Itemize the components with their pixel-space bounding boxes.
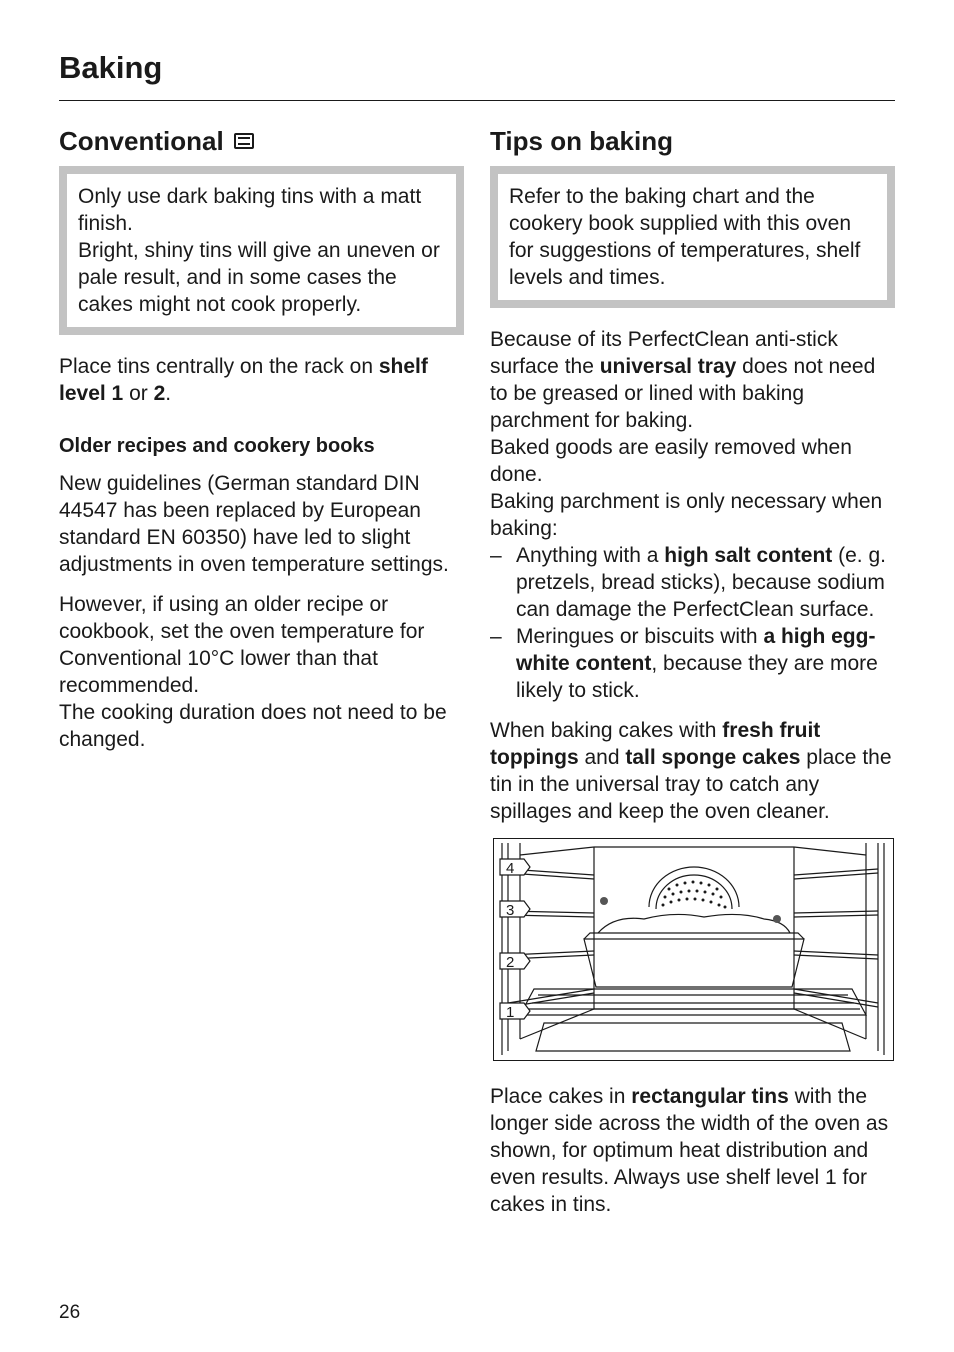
placement-text-2: or <box>123 382 154 405</box>
placement-text-1: Place tins centrally on the rack on <box>59 355 379 378</box>
list-item-2-bold: a high egg-white content <box>516 625 876 675</box>
parchment-text: Baking parchment is only necessary when baking: <box>490 490 883 540</box>
tin-placement-text <box>59 353 464 407</box>
list-item-1-bold: high salt content <box>664 544 833 567</box>
shelf-label-1: 1 <box>506 1004 515 1021</box>
list-item <box>490 542 895 623</box>
guidelines-text: New guidelines (German standard DIN 44547 has been replaced by European standard EN 60350) have led to slight adjustments in oven temperature settings. <box>59 472 449 576</box>
rectangular-tins-text <box>490 1083 895 1218</box>
list-item-2-text-1: Meringues or biscuits with <box>516 625 764 648</box>
placement-bold-shelf: shelf level 1 <box>59 355 428 405</box>
tin-note-line-2: Bright, shiny tins will give an uneven or pale result, and in some cases the cakes might not cook properly. <box>78 239 440 316</box>
shelf-label-3: 3 <box>506 902 515 919</box>
oven-drawing <box>494 839 892 1059</box>
conventional-heading <box>59 124 464 158</box>
rectangular-text-1: Place cakes in <box>490 1085 632 1108</box>
fruit-text-2: and <box>578 746 626 769</box>
fruit-toppings-text <box>490 717 895 825</box>
perfectclean-text-1: Because of its PerfectClean anti-stick surface the <box>490 328 838 378</box>
tin-note-line-1: Only use dark baking tins with a matt finish. <box>78 185 422 235</box>
tips-heading <box>490 124 895 158</box>
fruit-bold-1: fresh fruit toppings <box>490 719 821 769</box>
list-item <box>490 623 895 704</box>
tin-note-box <box>59 166 464 335</box>
tips-heading-text: Tips on baking <box>490 126 673 156</box>
rectangular-text-2: with the longer side across the width of the oven as shown, for optimum heat distribution and even results. Always use shelf level 1 for cakes in tins. <box>490 1085 889 1216</box>
conventional-heat-icon <box>234 133 254 149</box>
conventional-column <box>59 124 464 766</box>
title-divider <box>59 100 895 101</box>
list-item-1-text-1: Anything with a <box>516 544 665 567</box>
shelf-label-4: 4 <box>506 860 515 877</box>
fruit-text-1: When baking cakes with <box>490 719 723 742</box>
page-number: 26 <box>59 1302 81 1323</box>
tips-column <box>490 124 895 1231</box>
rectangular-tins-bold: rectangular tins <box>631 1085 789 1108</box>
older-recipe-advice <box>59 591 464 753</box>
shelf-label-2: 2 <box>506 954 515 971</box>
oven-shelf-illustration <box>493 838 894 1061</box>
placement-bold-level: 2 <box>153 382 166 405</box>
perfectclean-text <box>490 326 895 434</box>
removed-text: Baked goods are easily removed when done. <box>490 436 852 486</box>
placement-text-3: . <box>165 382 172 405</box>
older-advice-line-2: The cooking duration does not need to be changed. <box>59 701 447 751</box>
fruit-text-3: place the tin in the universal tray to catch any spillages and keep the oven cleaner. <box>490 746 892 823</box>
baking-chart-note-box: Refer to the baking chart and the cookery book supplied with this oven for suggestions of temperatures, shelf levels and times. <box>490 166 895 308</box>
parchment-list <box>490 542 895 704</box>
list-item-2-text-2: , because they are more likely to stick. <box>516 652 878 702</box>
older-advice-line-1: However, if using an older recipe or cookbook, set the oven temperature for Conventional 10°C lower than that recommended. <box>59 593 425 697</box>
perfectclean-text-2: does not need to be greased or lined with baking parchment for baking. <box>490 355 876 432</box>
page-title: Baking <box>59 50 163 85</box>
older-recipes-heading: Older recipes and cookery books <box>59 435 375 457</box>
universal-tray-bold: universal tray <box>599 355 737 378</box>
conventional-heading-text: Conventional <box>59 126 224 156</box>
list-item-1-text-2: (e. g. pretzels, bread sticks), because sodium can damage the PerfectClean surface. <box>516 544 886 621</box>
fruit-bold-2: tall sponge cakes <box>625 746 801 769</box>
